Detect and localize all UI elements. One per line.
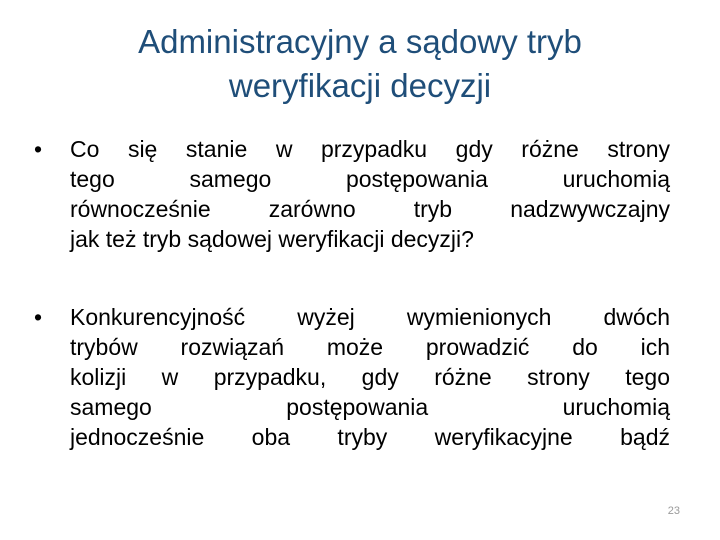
bullet-list [34, 134, 670, 452]
bullet-item-1 [34, 134, 670, 254]
bullet-2-line-5: jednocześnie oba tryby weryfikacyjne bądź [70, 424, 670, 450]
bullet-1-line-4: jak też tryb sądowej weryfikacji decyzji? [70, 226, 474, 252]
bullet-1-line-3: równocześnie zarówno tryb nadzwywczajny [70, 196, 670, 222]
bullet-2-line-4: samego postępowania uruchomią [70, 394, 670, 420]
title-line-2: weryfikacji decyzji [228, 67, 492, 104]
bullet-2-line-3: kolizji w przypadku, gdy różne strony tego [70, 364, 670, 390]
bullet-2-line-1: Konkurencyjność wyżej wymienionych dwóch [70, 304, 670, 330]
slide-title [60, 20, 660, 108]
bullet-1-line-1: Co się stanie w przypadku gdy różne strony [70, 136, 670, 162]
bullet-marker: • [34, 304, 43, 330]
slide-number: 23 [667, 505, 680, 517]
bullet-marker: • [34, 136, 43, 162]
bullet-1-line-2: tego samego postępowania uruchomią [70, 166, 670, 192]
bullet-2-line-2: trybów rozwiązań może prowadzić do ich [70, 334, 670, 360]
bullet-item-2 [34, 302, 670, 452]
title-line-1: Administracyjny a sądowy tryb [138, 23, 582, 60]
